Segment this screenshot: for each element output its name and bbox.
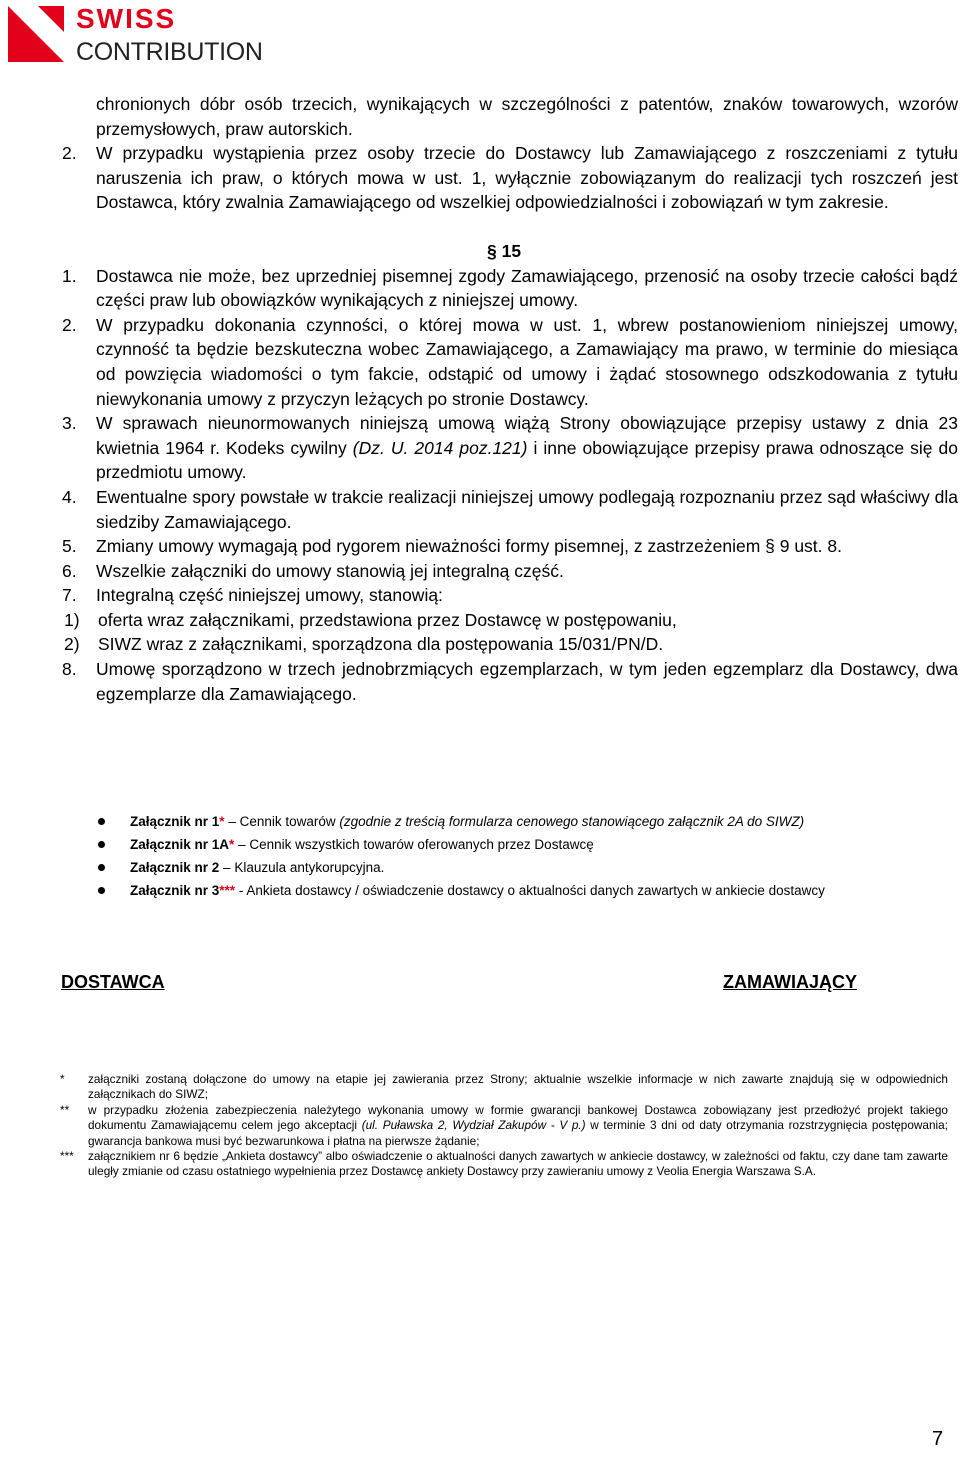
attachment-mark: * (219, 814, 225, 829)
section-item-3 (62, 411, 958, 485)
footnote-mark: * (60, 1072, 65, 1086)
item-number: 8. (62, 659, 77, 680)
attachment-label: Załącznik nr 3 (130, 883, 220, 898)
footnote-text-a: w przypadku złożenia zabezpieczenia należytego wykonania umowy w formie gwarancji bankowej Dostawca zobowiązany jest przedłożyć projekt takiego dokumentu Zamawiającemu celem jego akceptacji (88, 1102, 948, 1133)
item-text: Ewentualne spory powstałe w trakcie realizacji niniejszej umowy podlegają rozpoznaniu przez sąd właściwy dla siedziby Zamawiającego. (96, 486, 958, 532)
item-text: Zmiany umowy wymagają pod rygorem nieważności formy pisemnej, z zastrzeżeniem § 9 ust. 8. (96, 536, 842, 557)
footnote-mark: *** (60, 1149, 74, 1164)
attachment-dash: - (235, 883, 247, 898)
item-number: 6. (62, 560, 77, 581)
item-text: Wszelkie załączniki do umowy stanowią jej integralną część. (96, 560, 564, 581)
footnote (60, 1149, 948, 1180)
sub-item-text: SIWZ wraz z załącznikami, sporządzona dla postępowania 15/031/PN/D. (98, 634, 664, 655)
intro-item-2 (62, 141, 958, 215)
attachment-item (98, 856, 958, 879)
intro-continuation-text: chronionych dóbr osób trzecich, wynikających w szczególności z patentów, znaków towarowych, wzorów przemysłowych, praw autorskich. (96, 94, 958, 139)
page-number: 7 (932, 1428, 944, 1450)
item-text-a: W sprawach nieunormowanych niniejszą umową wiążą Strony obowiązujące przepisy ustawy z dnia 23 kwietnia 1964 r. Kodeks cywilny (96, 413, 958, 458)
attachment-text: Ankieta dostawcy / oświadczenie dostawcy o aktualności danych zawartych w ankiecie dostawcy (246, 883, 825, 898)
item-number: 3. (62, 413, 77, 434)
item-text: Dostawca nie może, bez uprzedniej pisemnej zgody Zamawiającego, przenosić na osoby trzecie całości bądź części praw lub obowiązków wynikających z niniejszej umowy. (96, 265, 958, 311)
attachment-dash: – (234, 837, 250, 852)
section-item-8 (62, 657, 958, 706)
item-text: Integralną część niniejszej umowy, stanowią: (96, 585, 443, 606)
item-text-italic: (Dz. U. 2014 poz.121) (352, 437, 528, 458)
section-item-1 (62, 264, 958, 313)
attachment-italic: (zgodnie z treścią formularza cenowego stanowiącego załącznik 2A do SIWZ) (339, 814, 805, 829)
attachment-item (98, 833, 958, 856)
item-number: 1. (62, 265, 77, 286)
bullet-icon (98, 887, 105, 894)
sub-item-number: 2) (64, 634, 80, 655)
footnote (60, 1103, 948, 1149)
attachment-text: Klauzula antykorupcyjna. (234, 860, 385, 875)
swiss-flag-icon (8, 6, 64, 62)
signature-ordering-party: ZAMAWIAJĄCY (723, 972, 857, 992)
attachment-label: Załącznik nr 1 (130, 814, 220, 829)
attachment-mark: * (229, 837, 235, 852)
section-item-6 (62, 559, 958, 584)
bullet-icon (98, 841, 105, 848)
attachment-text: Cennik towarów (239, 814, 340, 829)
footnote-text: załączniki zostaną dołączone do umowy na etapie jej zawierania przez Strony; aktualnie wszelkie informacje w nich zawarte znajdują się w odpowiednich załącznikach do SIWZ; (88, 1072, 948, 1102)
attachment-item (98, 810, 958, 833)
item-number: 2. (62, 143, 77, 164)
item-text: W przypadku dokonania czynności, o której mowa w ust. 1, wbrew postanowieniom niniejszej umowy, czynność ta będzie bezskuteczna wobec Zamawiającego, a Zamawiający ma prawo, w terminie do miesiąca od powzięcia wiadomości o tym fakcie, odstąpić od umowy i żądać stosownego odszkodowania z tytułu niewykonania umowy z przyczyn leżących po stronie Dostawcy. (96, 314, 958, 409)
section-item-5 (62, 534, 958, 559)
item-number: 4. (62, 486, 77, 507)
footnote-text: załącznikiem nr 6 będzie „Ankieta dostawcy” albo oświadczenie o aktualności danych zawartych w ankiecie dostawcy, w zależności od faktu, czy dane tam zawarte uległy zmianie od czasu ostatniego wypełnienia przez Dostawcę ankiety Dostawcy przy zawieraniu umowy z Veolia Energia Warszawa S.A. (88, 1149, 948, 1179)
item-number: 5. (62, 536, 77, 557)
section-item-4 (62, 485, 958, 534)
section-heading: § 15 (487, 240, 522, 261)
sub-item-text: oferta wraz załącznikami, przedstawiona przez Dostawcę w postępowaniu, (98, 609, 677, 630)
bullet-icon (98, 864, 105, 871)
attachment-item (98, 879, 958, 902)
item-text-b: i inne obowiązujące przepisy prawa odnoszące się do przedmiotu umowy. (96, 437, 958, 483)
attachment-text: Cennik wszystkich towarów oferowanych przez Dostawcę (249, 837, 594, 852)
swiss-contribution-logo (8, 3, 298, 66)
attachment-dash: – (219, 860, 235, 875)
item-number: 7. (62, 585, 77, 606)
footnote (60, 1072, 948, 1103)
attachment-mark: *** (219, 883, 236, 898)
section-item-7 (62, 583, 958, 608)
footnotes (60, 1072, 948, 1180)
logo-swiss-text: SWISS (76, 3, 177, 34)
intro-continuation (62, 92, 958, 141)
footnote-text-italic: (ul. Puławska 2, Wydział Zakupów - V p.) (361, 1118, 586, 1133)
footnote-text-b: w terminie 3 dni od daty otrzymania rozstrzygnięcia postępowania; gwarancja bankowa musi być bezwarunkowa i płatna na pierwsze żądanie; (88, 1118, 949, 1148)
attachment-label: Załącznik nr 1A (130, 837, 230, 852)
item-number: 2. (62, 314, 77, 335)
section-item-2 (62, 313, 958, 411)
bullet-icon (98, 818, 105, 825)
signature-supplier: DOSTAWCA (61, 972, 165, 992)
item-text: W przypadku wystąpienia przez osoby trzecie do Dostawcy lub Zamawiającego z roszczeniami z tytułu naruszenia ich praw, o których mowa w ust. 1, wyłącznie zobowiązanym do realizacji tych roszczeń jest Dostawca, który zwalnia Zamawiającego od wszelkiej odpowiedzialności i zobowiązań w tym zakresie. (96, 143, 958, 213)
contract-body (62, 92, 958, 706)
sub-item-2 (64, 632, 958, 657)
sub-item-number: 1) (64, 609, 80, 630)
logo-contribution-text: CONTRIBUTION (76, 38, 263, 66)
sub-item-1 (64, 608, 958, 633)
attachment-dash: – (224, 814, 240, 829)
footnote-mark: ** (60, 1102, 70, 1117)
attachment-label: Załącznik nr 2 (130, 860, 220, 875)
item-text: Umowę sporządzono w trzech jednobrzmiących egzemplarzach, w tym jeden egzemplarz dla Dostawcy, dwa egzemplarze dla Zamawiającego. (96, 659, 958, 704)
attachments-list (98, 810, 958, 902)
